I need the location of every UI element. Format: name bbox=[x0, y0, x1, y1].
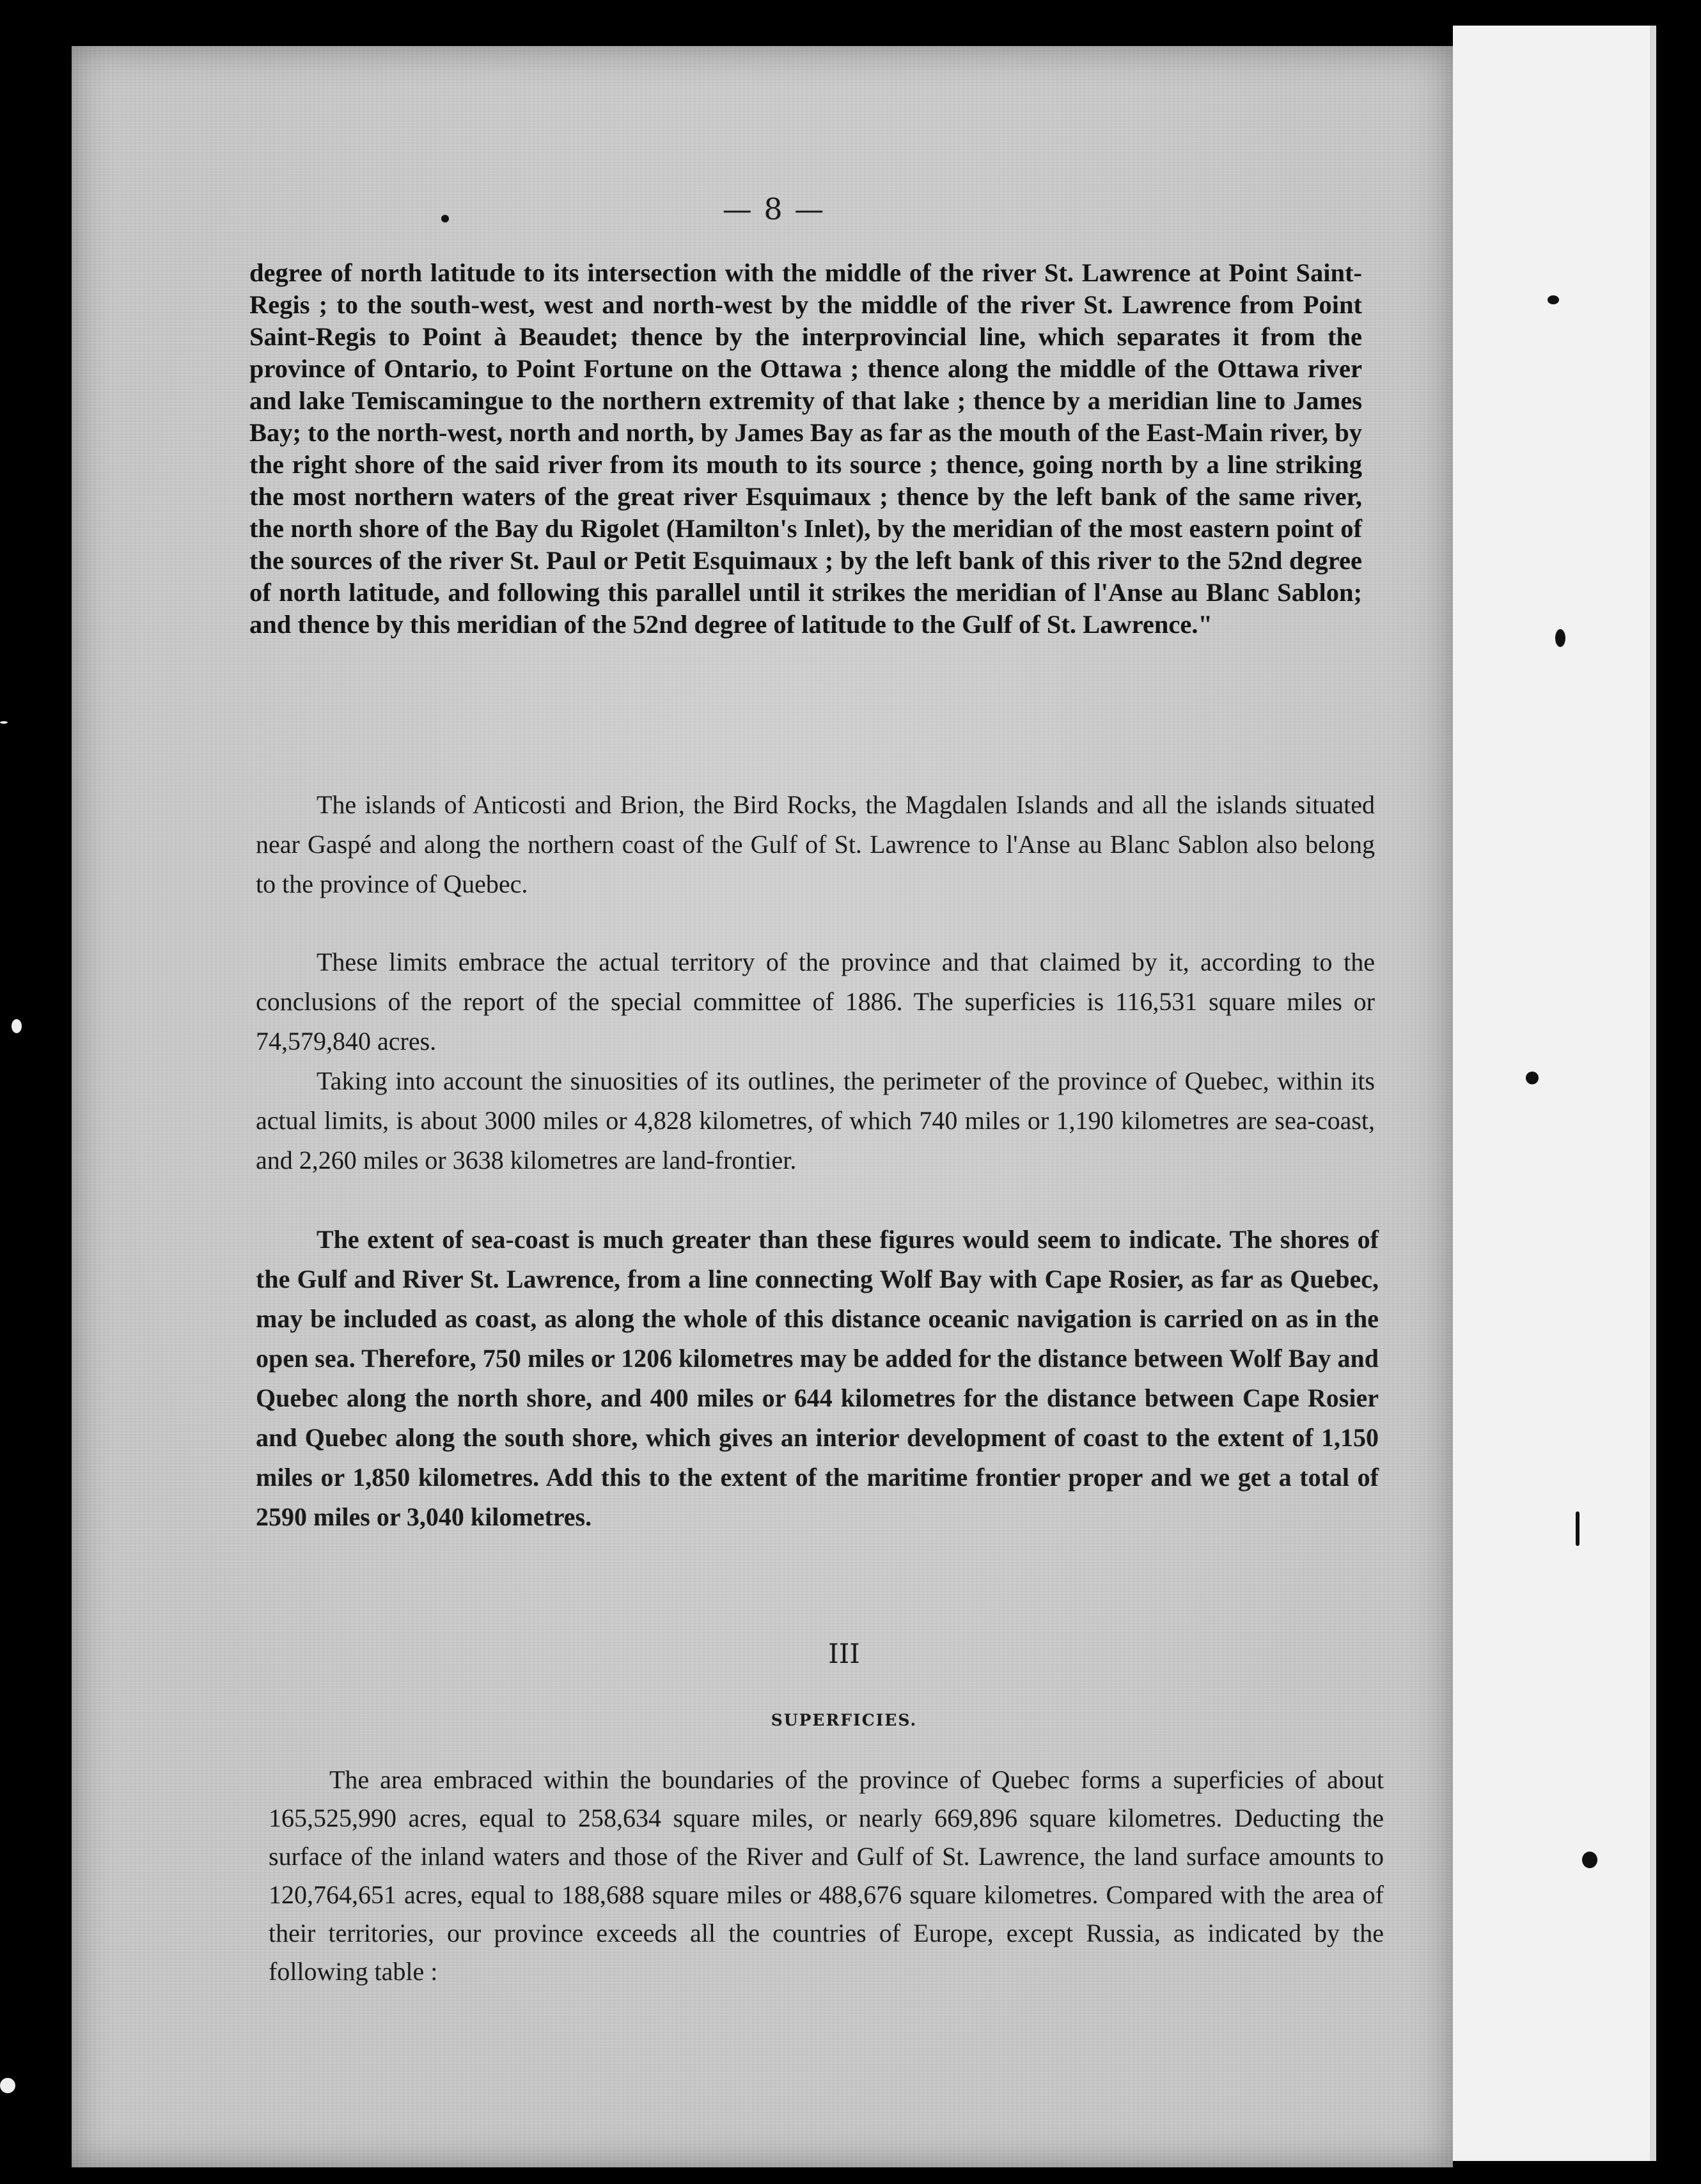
scan-speck bbox=[1526, 1072, 1539, 1084]
section-title: SUPERFICIES. bbox=[771, 1711, 918, 1729]
scan-speck bbox=[12, 1019, 22, 1033]
scan-speck bbox=[0, 2078, 15, 2093]
scan-speck bbox=[1582, 1852, 1597, 1868]
scan-speck bbox=[1548, 295, 1559, 304]
paragraph-perimeter: Taking into account the sinuosities of its outlines, the perimeter of the province of Quebec, within its actual limits, is about 3000 miles or 4,828 kilometres, of which 740 miles or 1,190 kilometres are sea-coast, and 2,260 miles or 3638 kilometres are land-frontier. bbox=[256, 1066, 1375, 1174]
section-number: III bbox=[828, 1638, 860, 1669]
scan-speck bbox=[441, 215, 449, 222]
paragraph-islands: The islands of Anticosti and Brion, the Bird Rocks, the Magdalen Islands and all the islands situated near Gaspé and along the northern coast of the Gulf of St. Lawrence to l'Anse au Blanc Sablon also belong to the province of Quebec. bbox=[256, 790, 1375, 898]
boundary-quote: degree of north latitude to its intersection with the middle of the river St. Lawrence at Point Saint-Regis ; to the south-west, west and north-west by the middle of the river St. Lawrence from Point Saint-Regis to Point à Beaudet; thence by the interprovincial line, which separates it from the province of Ontario, to Point Fortune on the Ottawa ; thence along the middle of the Ottawa river and lake Temiscamingue to the northern extremity of that lake ; thence by a meridian line to James Bay; to the north-west, north and north, by James Bay as far as the mouth of the East-Main river, by the right shore of the said river from its mouth to its source ; thence, going north by a line striking the most northern waters of the great river Esquimaux ; thence by the left bank of the same river, the north shore of the Bay du Rigolet (Hamilton's Inlet), by the meridian of the most eastern point of the sources of the river St. Paul or Petit Esquimaux ; by the left bank of this river to the 52nd degree of north latitude, and following this parallel until it strikes the meridian of l'Anse au Blanc Sablon; and thence by this meridian of the 52nd degree of latitude to the Gulf of St. Lawrence." bbox=[249, 258, 1362, 639]
paragraph-limits: These limits embrace the actual territory of the province and that claimed by it, according to the conclusions of the report of the special committee of 1886. The superficies is 116,531 square miles or 74,579,840 acres. bbox=[256, 948, 1375, 1056]
page-number: — 8 — bbox=[722, 192, 826, 226]
page-edge bbox=[1650, 26, 1656, 2161]
paragraph-superficies: The area embraced within the boundaries of the province of Quebec forms a superficies of about 165,525,990 acres, equal to 258,634 square miles, or nearly 669,896 square kilometres. Deducting the surface of the inland waters and those of the River and Gulf of St. Lawrence, the land surface amounts to 120,764,651 acres, equal to 188,688 square miles or 488,676 square kilometres. Compared with the area of their territories, our province exceeds all the countries of Europe, except Russia, as indicated by the following table : bbox=[269, 1765, 1384, 1986]
scan-speck bbox=[1555, 629, 1565, 647]
scan-speck bbox=[0, 721, 8, 724]
adjacent-page-strip bbox=[1453, 26, 1656, 2161]
scan-speck bbox=[1576, 1511, 1580, 1546]
paragraph-sea-coast: The extent of sea-coast is much greater than these figures would seem to indicate. The shores of the Gulf and River St. Lawrence, from a line connecting Wolf Bay with Cape Rosier, as far as Quebec, may be included as coast, as along the whole of this distance oceanic navigation is carried on as in the open sea. Therefore, 750 miles or 1206 kilometres may be added for the distance between Wolf Bay and Quebec along the north shore, and 400 miles or 644 kilometres for the distance between Cape Rosier and Quebec along the south shore, which gives an interior development of coast to the extent of 1,150 miles or 1,850 kilometres. Add this to the extent of the maritime frontier proper and we get a total of 2590 miles or 3,040 kilometres. bbox=[256, 1225, 1379, 1531]
